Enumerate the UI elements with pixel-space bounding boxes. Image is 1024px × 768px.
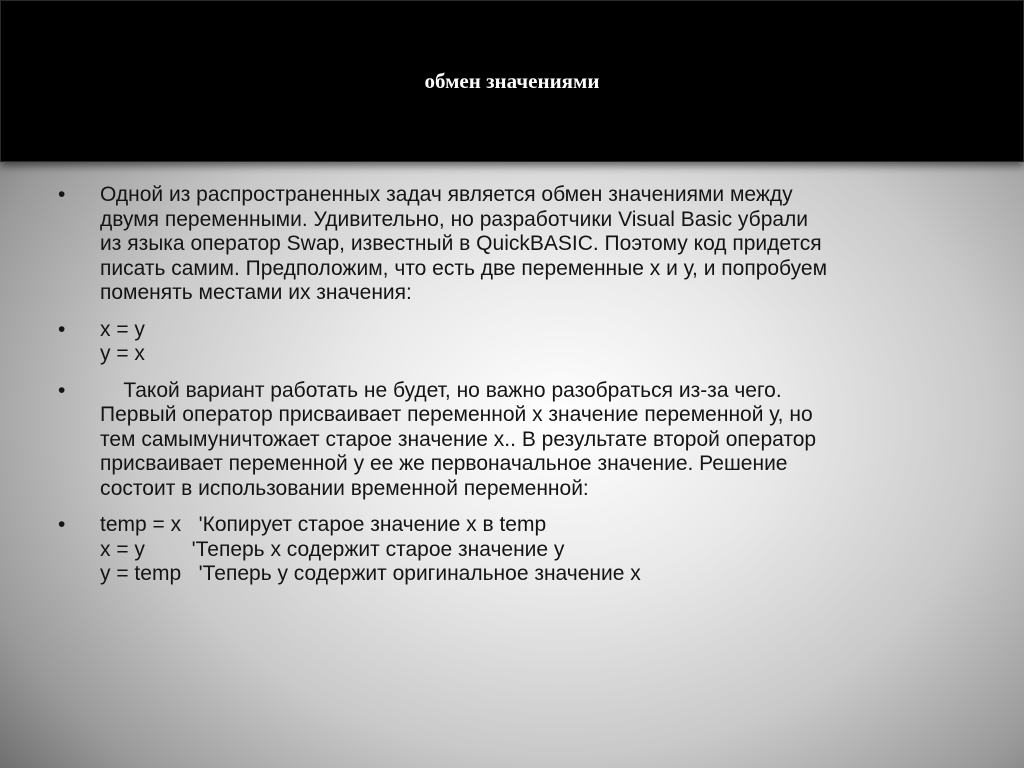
bullet-item bbox=[58, 513, 978, 587]
bullet-item bbox=[58, 183, 978, 306]
code-line: у = temp 'Теперь у содержит оригинальное значение x bbox=[100, 562, 641, 585]
text-line: писать самим. Предположим, что есть две переменные x и у, и попробуем bbox=[100, 256, 828, 280]
text-line: присваивает переменной у ее же первоначальное значение. Решение bbox=[100, 452, 788, 475]
bullet-dot: • bbox=[58, 183, 66, 206]
code-line: x = y bbox=[100, 317, 145, 341]
text-line: двумя переменными. Удивительно, но разработчики Visual Basic убрали bbox=[100, 207, 809, 231]
code-line: у = x bbox=[100, 342, 145, 365]
text-line: Первый оператор присваивает переменной x значение переменной у, но bbox=[100, 403, 813, 426]
slide-title: обмен значениями bbox=[424, 69, 600, 93]
bullet-dot: • bbox=[58, 378, 66, 402]
code-line: x = y 'Теперь x содержит старое значение у bbox=[100, 537, 565, 561]
text-line: поменять местами их значения: bbox=[100, 281, 412, 304]
text-line: состоит в использовании временной переменной: bbox=[100, 476, 589, 500]
text-line: Такой вариант работать не будет, но важно разобраться из-за чего. bbox=[100, 378, 782, 402]
bullet-dot: • bbox=[58, 317, 66, 341]
text-line: тем самымуничтожает старое значение x.. В результате второй оператор bbox=[100, 427, 817, 451]
bullet-item bbox=[58, 318, 978, 367]
text-line: Одной из распространенных задач является обмен значениями между bbox=[100, 183, 793, 206]
bullet-item bbox=[58, 379, 978, 502]
text-line: из языка оператор Swap, известный в QuickBASIC. Поэтому код придется bbox=[100, 232, 822, 255]
bullet-dot: • bbox=[58, 513, 66, 536]
code-line: temp = x 'Копирует старое значение x в temp bbox=[100, 513, 547, 536]
slide-content bbox=[58, 183, 978, 599]
